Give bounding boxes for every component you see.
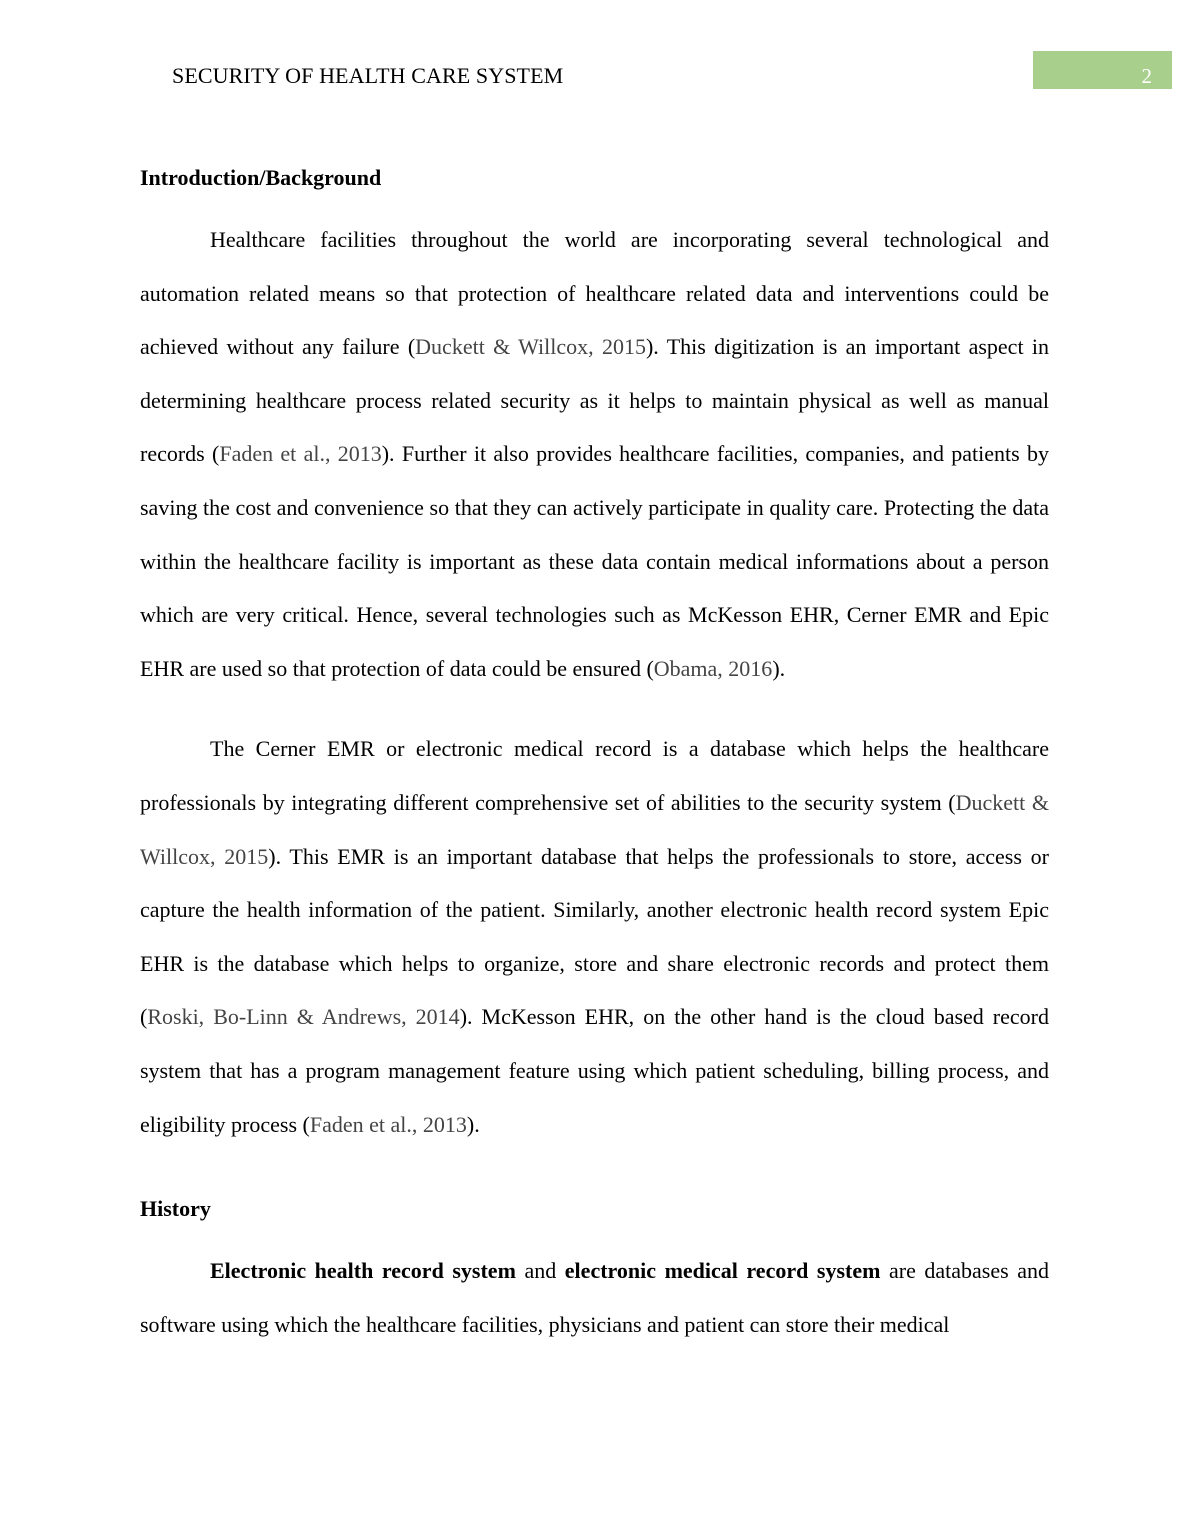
paragraph-intro-1 — [140, 213, 1049, 695]
paragraph-intro-2 — [140, 722, 1049, 1151]
section-heading-introduction: Introduction/Background — [140, 165, 382, 190]
page-number-box — [1033, 51, 1172, 89]
text-run: Healthcare facilities throughout the world are incorporating several technological and automation related means so that protection of healthcare related data and interventions could be achieved without any failure ( — [140, 227, 1049, 360]
citation: Obama, 2016 — [653, 655, 773, 681]
text-run: ). This EMR is an important database that helps the professionals to store, access or capture the health information of the patient. Similarly, another electronic health record system Epic EHR is the database which helps to organize, store and share electronic records and protect them ( — [140, 843, 1049, 1030]
citation: Faden et al., 2013 — [219, 441, 382, 467]
citation: Roski, Bo-Linn & Andrews, 2014 — [147, 1004, 460, 1030]
citation: Duckett & Willcox, 2015 — [140, 789, 1049, 869]
page-number: 2 — [1141, 64, 1152, 88]
text-run: ). This digitization is an important aspect in determining healthcare process related security as it helps to maintain physical as well as manual records ( — [140, 334, 1049, 467]
text-run: ). — [466, 1111, 480, 1137]
document-body — [140, 156, 1049, 1351]
text-run: ). Further it also provides healthcare facilities, companies, and patients by saving the cost and convenience so that they can actively participate in quality care. Protecting the data within the healthcare facility is important as these data contain medical informations about a person which are very critical. Hence, several technologies such as McKesson EHR, Cerner EMR and Epic EHR are used so that protection of data could be ensured ( — [140, 441, 1049, 681]
citation: Duckett & Willcox, 2015 — [415, 334, 646, 360]
text-run: ). — [772, 655, 786, 681]
text-run: are databases and software using which the healthcare facilities, physicians and patient can store their medical — [140, 1258, 1050, 1337]
running-head: SECURITY OF HEALTH CARE SYSTEM — [172, 63, 564, 88]
bold-term: Electronic health record system — [210, 1258, 516, 1284]
text-run: The Cerner EMR or electronic medical record is a database which helps the healthcare professionals by integrating different comprehensive set of abilities to the security system ( — [140, 736, 1049, 815]
text-run: ). McKesson EHR, on the other hand is the cloud based record system that has a program management feature using which patient scheduling, billing process, and eligibility process ( — [140, 1004, 1049, 1137]
section-heading-history: History — [140, 1196, 211, 1222]
paragraph-history-1 — [140, 1244, 1049, 1351]
text-run: and — [515, 1258, 565, 1284]
citation: Faden et al., 2013 — [309, 1111, 467, 1137]
bold-term: electronic medical record system — [564, 1258, 881, 1284]
